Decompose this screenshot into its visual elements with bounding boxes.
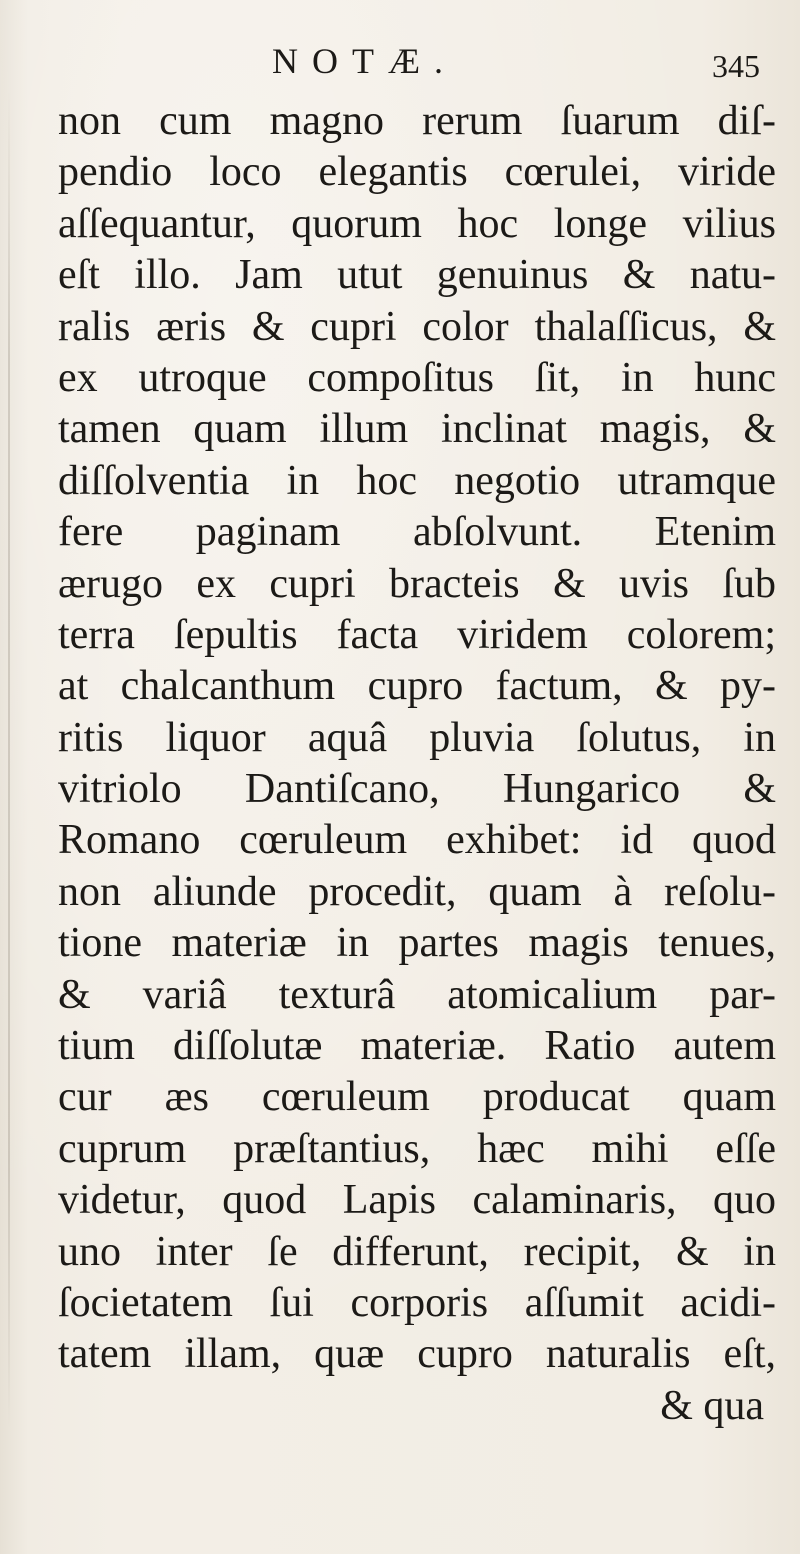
text-line: tatem illam, quæ cupro naturalis eſt,: [58, 1331, 776, 1378]
page-gutter-shadow: [8, 90, 10, 1430]
text-line: ritis liquor aquâ pluvia ſolutus, in: [58, 714, 776, 761]
text-line: videtur, quod Lapis calaminaris, quo: [58, 1177, 776, 1224]
text-line: cuprum præſtantius, hæc mihi eſſe: [58, 1125, 776, 1172]
text-line: non cum magno rerum ſuarum diſ-: [58, 98, 776, 144]
text-line: at chalcanthum cupro factum, & py-: [58, 663, 776, 710]
text-line: aſſequantur, quorum hoc longe vilius: [58, 200, 776, 247]
text-line: pendio loco elegantis cœrulei, viride: [58, 149, 776, 196]
text-line: cur æs cœruleum producat quam: [58, 1074, 776, 1121]
text-line: non aliunde procedit, quam à reſolu-: [58, 868, 776, 915]
text-line: terra ſepultis facta viridem colorem;: [58, 611, 776, 658]
running-head: NOTÆ.: [272, 41, 457, 81]
text-line: vitriolo Dantiſcano, Hungarico &: [58, 766, 776, 813]
text-line: ralis æris & cupri color thalaſſicus, &: [58, 303, 776, 350]
body-text: [58, 96, 776, 1432]
text-line: uno inter ſe differunt, recipit, & in: [58, 1228, 776, 1275]
text-line: fere paginam abſolvunt. Etenim: [58, 509, 776, 556]
text-line: & variâ texturâ atomicalium par-: [58, 971, 776, 1018]
text-line: tium diſſolutæ materiæ. Ratio autem: [58, 1023, 776, 1070]
text-line: ex utroque compoſitus ſit, in hunc: [58, 354, 776, 401]
text-line: Romano cœruleum exhibet: id quod: [58, 817, 776, 864]
page-header: [0, 34, 800, 90]
text-line: diſſolventia in hoc negotio utramque: [58, 457, 776, 504]
catchword-line: & qua: [660, 1382, 764, 1429]
page-number: 345: [712, 48, 760, 84]
text-line: tione materiæ in partes magis tenues,: [58, 920, 776, 967]
text-line: ſocietatem ſui corporis aſſumit acidi-: [58, 1279, 776, 1326]
text-line: eſt illo. Jam utut genuinus & natu-: [58, 252, 776, 299]
text-line: ærugo ex cupri bracteis & uvis ſub: [58, 560, 776, 607]
text-line: tamen quam illum inclinat magis, &: [58, 406, 776, 453]
